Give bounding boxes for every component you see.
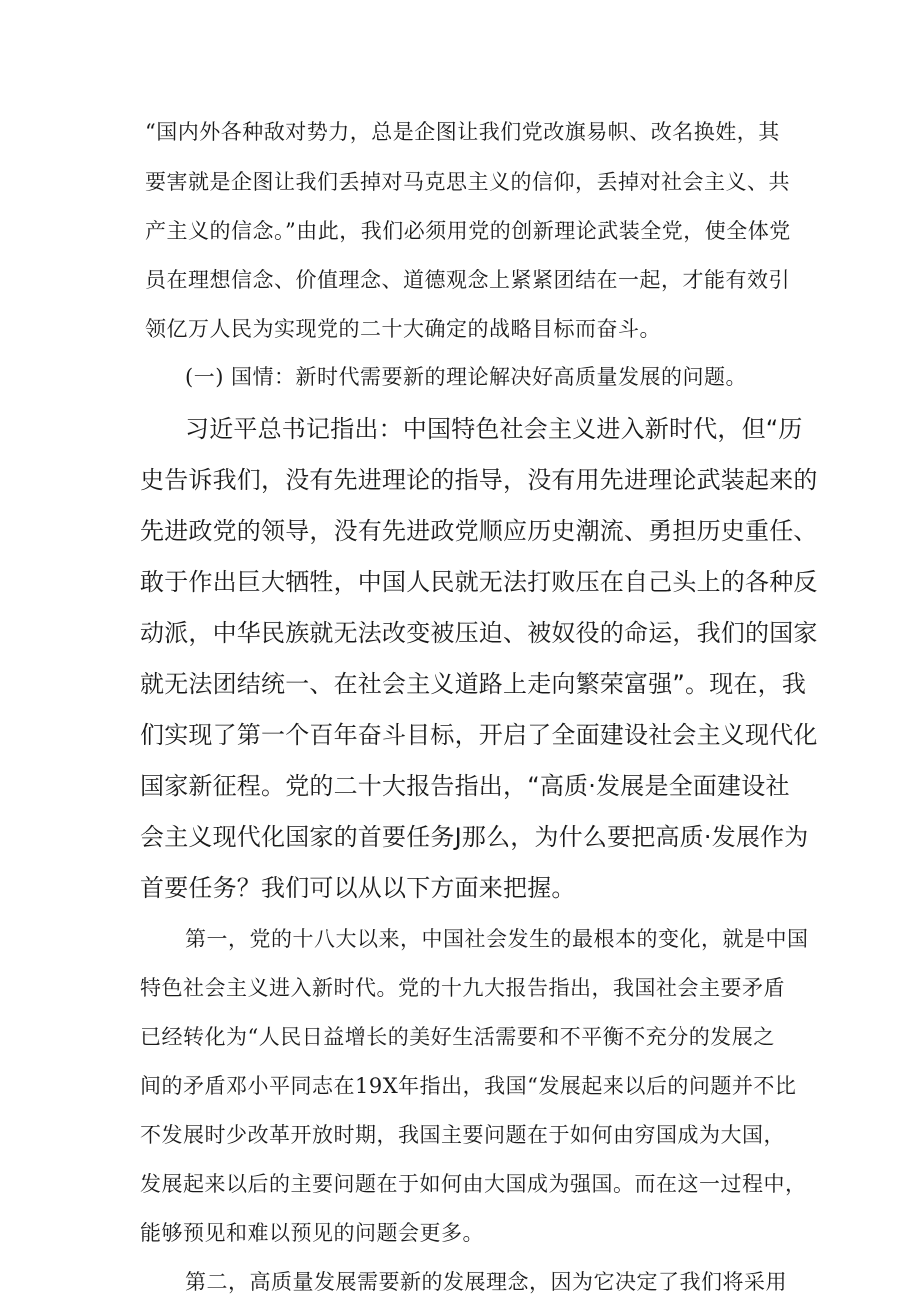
paragraph-1-line-5: 领亿万人民为实现党的二十大确定的战略目标而奋斗。 (145, 317, 661, 341)
paragraph-2-line-7: 们实现了第一个百年奋斗目标，开启了全面建设社会主义现代化 (140, 721, 818, 749)
paragraph-1-line-3: 产主义的信念。”由此，我们必须用党的创新理论武装全党，使全体党 (145, 219, 791, 243)
paragraph-4-line-1: 第二，高质量发展需要新的发展理念，因为它决定了我们将采用 (185, 1270, 787, 1294)
paragraph-2-line-8: 国家新征程。党的二十大报告指出，“高质·发展是全面建设社 (140, 772, 790, 800)
paragraph-1-line-4: 员在理想信念、价值理念、道德观念上紧紧团结在一起，才能有效引 (145, 268, 790, 292)
paragraph-3-line-5: 不发展时少改革开放时期，我国主要问题在于如何由穷国成为大国， (140, 1123, 785, 1147)
paragraph-3-line-6: 发展起来以后的主要问题在于如何由大国成为强国。而在这一过程中， (140, 1172, 807, 1196)
paragraph-3-line-7: 能够预见和难以预见的问题会更多。 (140, 1221, 484, 1245)
paragraph-1-line-1: “国内外各种敌对势力，总是企图让我们党改旗易帜、改名换姓，其 (145, 120, 780, 144)
paragraph-2-line-5: 动派，中华民族就无法改变被压迫、被奴役的命运，我们的国家 (140, 619, 818, 647)
paragraph-2-line-1: 习近平总书记指出：中国特色社会主义进入新时代，但“历 (185, 415, 803, 443)
paragraph-2-line-4: 敢于作出巨大牺牲，中国人民就无法打败压在自己头上的各种反 (140, 568, 818, 596)
paragraph-1-line-2: 要害就是企图让我们丢掉对马克思主义的信仰，丢掉对社会主义、共 (145, 170, 790, 194)
paragraph-2-line-9: 会主义现代化国家的首要任务J那么，为什么要把高质·发展作为 (140, 823, 809, 851)
paragraph-2-line-3: 先进政党的领导，没有先进政党顺应历史潮流、勇担历史重任、 (140, 517, 818, 545)
paragraph-2-line-6: 就无法团结统一、在社会主义道路上走向繁荣富强”。现在，我 (140, 670, 807, 698)
paragraph-2-line-2: 史告诉我们，没有先进理论的指导，没有用先进理论武装起来的 (140, 466, 818, 494)
paragraph-3-line-1: 第一，党的十八大以来，中国社会发生的最根本的变化，就是中国 (185, 927, 809, 951)
paragraph-3-line-4: 间的矛盾邓小平同志在19X年指出，我国“发展起来以后的问题并不比 (140, 1074, 797, 1098)
paragraph-2-line-10: 首要任务？我们可以从以下方面来把握。 (140, 874, 576, 902)
paragraph-3-line-2: 特色社会主义进入新时代。党的十九大报告指出，我国社会主要矛盾 (140, 976, 785, 1000)
section-heading: (一) 国情：新时代需要新的理论解决好高质量发展的问题。 (185, 365, 748, 389)
paragraph-3-line-3: 已经转化为“人民日益增长的美好生活需要和不平衡不充分的发展之 (140, 1025, 775, 1049)
